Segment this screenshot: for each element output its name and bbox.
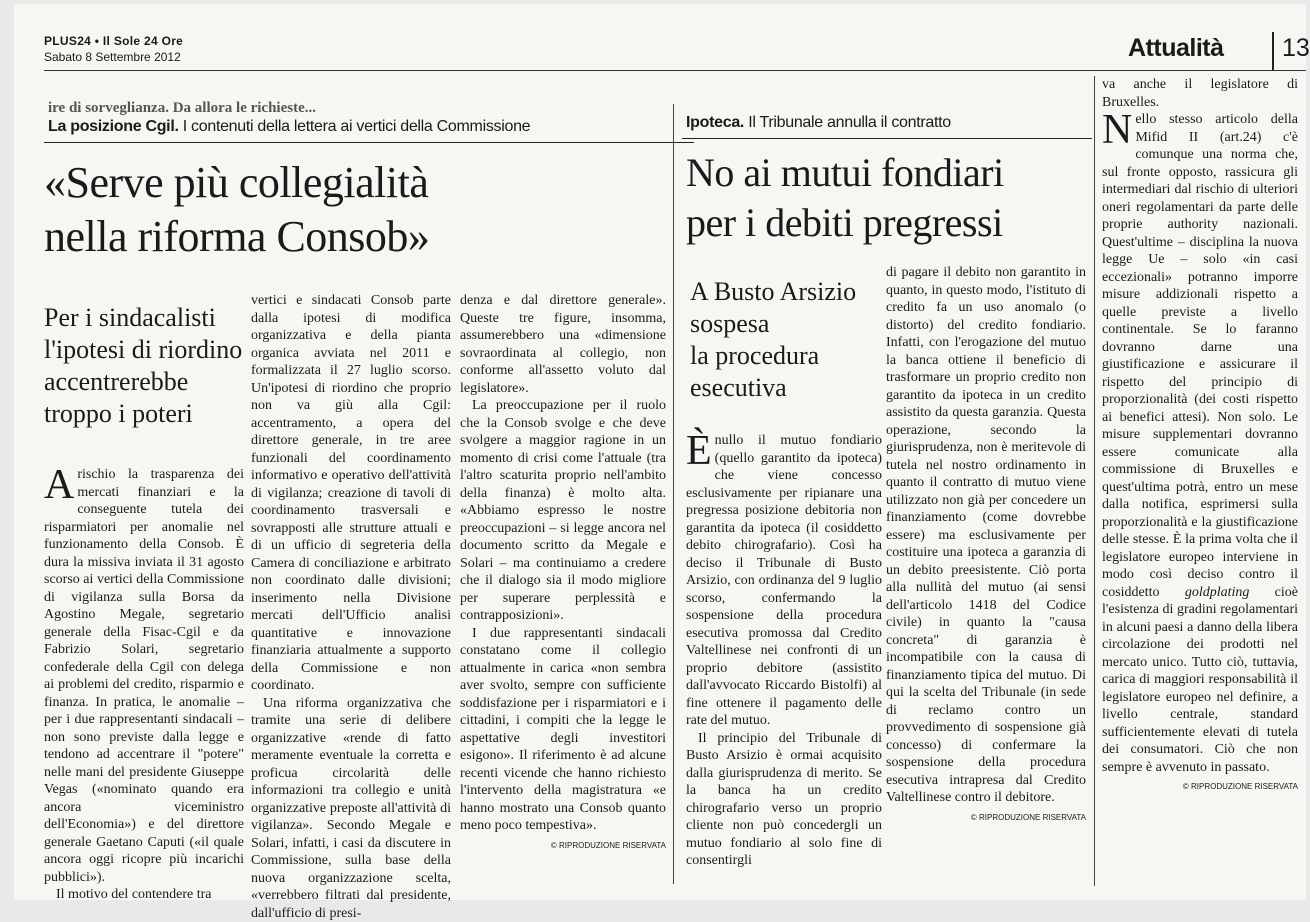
left-col1-paragraph-2: Il motivo del contendere tra [44,886,244,904]
left-subhead-line-3: accentrerebbe [44,366,242,398]
publication-date: Sabato 8 Settembre 2012 [44,50,183,64]
left-kicker-bold: La posizione Cgil. [48,118,179,135]
left-article-column-2 [251,292,451,886]
right-kicker-bold: Ipoteca. [686,114,744,131]
left-headline-line-2: nella riforma Consob» [44,210,429,264]
right-subhead-line-2: sospesa [690,308,856,340]
masthead [44,34,183,64]
far-right-paragraph-start: ello stesso articolo della Mifid II (art.24) c'è comunque una norma che, sul fronte opposto, rassicura gli intermediari dal rischio di ulteriori oneri regolamentari da parte delle proprie authority nazionali. Quest'ultime – disciplina la nuova legge Ue – solo «in casi eccezionali» potranno imporre misure addizionali rispetto a quelle previste a livello continentale. Se lo faranno dovranno darne una giustificazione e assicurare il rispetto del principio di proporzionalità (dei costi rispetto ai benefici attesi). Non solo. Le misure supplementari dovranno essere comunicate alla commissione di Bruxelles e quest'ultima potrà, entro un mese dalla notifica, esprimersi sulla proporzionalità e la giustificazione delle stesse. È la prima volta che il legislatore europeo interviene in modo così deciso contro il cosiddetto [1102,112,1298,600]
left-headline-line-1: «Serve più collegialità [44,156,429,210]
right-subhead [690,276,856,404]
left-subhead-line-2: l'ipotesi di riordino [44,334,242,366]
left-kicker [48,118,530,136]
column-divider-1 [673,104,674,884]
left-col3-paragraph-2: La preoccupazione per il ruolo che la Consob svolge e che deve svolgere a maggior ragione in un momento di crisi come l'attuale (tra l'altro scaturita proprio nell'ambito della finanza) è molto alta. «Abbiamo espresso le nostre preoccupazioni – si legge ancora nel documento scritto da Megale e Solari – ma continuiamo a credere che il dialogo sia il modo migliore per superare perplessità e contrapposizioni». [460,397,666,625]
left-subhead-line-1: Per i sindacalisti [44,302,242,334]
left-dropcap: A [44,468,74,502]
right-subhead-line-1: A Busto Arsizio [690,276,856,308]
far-right-lead: va anche il legislatore di Bruxelles. [1102,76,1298,111]
newspaper-page [14,4,1306,900]
left-copyright: © RIPRODUZIONE RISERVATA [460,837,666,855]
far-right-italic-term: goldplating [1185,585,1250,600]
left-col3-paragraph-1: denza e dal direttore generale». Queste tre figure, insomma, assumerebbero una «dimensione sovraordinata al collegio, non conforme all'assetto voluto dal legislatore». [460,292,666,397]
right-kicker-rule [682,138,1092,139]
left-article-column-1 [44,466,244,886]
right-col1-paragraph-2: Il principio del Tribunale di Busto Arsizio è ormai acquisito dalla giurisprudenza di merito. Se la banca ha un credito chirografario verso un proprio cliente non può concedergli un mutuo fondiario al solo fine di consentirgli [686,730,882,870]
right-subhead-line-4: esecutiva [690,372,856,404]
left-col3-paragraph-3: I due rappresentanti sindacali constatano come il collegio attualmente in carica «non sembra aver svolto, sempre con sufficiente soddisfazione per i risparmiatori e i cittadini, i compiti che la legge le aspettative degli investitori esigono». Il riferimento è ad alcune recenti vicende che hanno richiesto l'intervento della magistratura «e hanno mostrato una Consob quanto meno poco tempestiva». [460,625,666,835]
far-right-column [1102,76,1298,876]
masthead-rule [44,70,1306,71]
column-divider-2 [1094,76,1095,886]
right-kicker [686,114,951,132]
left-headline [44,156,429,264]
right-col1-paragraph-1: nullo il mutuo fondiario (quello garantito da ipoteca) che viene concesso esclusivamente per ripianare una pregressa posizione debitoria non garantita da ipoteca (il cosiddetto debito chirografario). Così ha deciso il Tribunale di Busto Arsizio, con ordinanza del 9 luglio scorso, confermando la sospensione della procedura esecutiva promossa dal Credito Valtellinese nei confronti di un proprio debitore (assistito dall'avvocato Riccardo Bistolfi) al fine ottenere il pagamento delle rate del mutuo. [686,433,882,728]
far-right-dropcap: N [1102,113,1132,147]
left-col2-paragraph-2: Una riforma organizzativa che tramite una serie di delibere organizzative «rende di fatto meramente eventuale la corretta e proficua circolarità delle informazioni tra collegio e unità organizzative preposte all'attività di vigilanza». Secondo Megale e Solari, infatti, i casi da discutere in Commissione, sulla base della nuova organizzazione scelta, «verrebbero filtrati dal presidente, dall'ufficio di presi- [251,695,451,922]
clipped-previous-line: ire di sorveglianza. Da allora le richieste... [48,106,288,118]
right-kicker-rest: Il Tribunale annulla il contratto [744,114,951,131]
right-headline [686,148,1004,248]
section-label: Attualità [1128,34,1224,63]
far-right-paragraph-end: cioè l'esistenza di gradini regolamentari in alcuni paesi a danno della libera circolazione dei prodotti nel mercato unico. Tutto ciò, tuttavia, carica di maggiori responsabilità il legislatore europeo nel definire, a livello centrale, standard sufficientemente elevati di tutela dei consumatori. Ciò che non sempre è avvenuto in passato. [1102,585,1298,775]
left-subhead-line-4: troppo i poteri [44,398,242,430]
right-col2-paragraph-1: di pagare il debito non garantito in quanto, in questo modo, l'istituto di credito fa un uso anomalo (o distorto) del credito fondiario. Infatti, con l'erogazione del mutuo la banca ottiene il beneficio di trasformare un proprio credito non garantito da ipoteca in un credito assistito da questa garanzia. Questa operazione, secondo la giurisprudenza, non è meritevole di tutela nel nostro ordinamento in quanto il contratto di mutuo viene utilizzato non già per concedere un finanziamento (come dovrebbe essere) ma esclusivamente per costituire una ipoteca a garanzia di un debito preesistente. Ciò porta alla nullità del mutuo (ai sensi dell'articolo 1418 del Codice civile) in quanto la "causa concreta" di garanzia è incompatibile con la causa di finanziamento tipica del mutuo. Di qui la scelta del Tribunale (in sede di reclamo contro un provvedimento di sospensione già concesso) di confermare la sospensione della procedura esecutiva intrapresa dal Credito Valtellinese contro il debitore. [886,264,1086,807]
left-col2-paragraph-1: vertici e sindacati Consob parte dalla ipotesi di modifica organizzativa e della pianta organica avviata nel 2011 e formalizzata il 27 luglio scorso. Un'ipotesi di riordino che proprio non va giù alla Cgil: accentramento, a opera del direttore generale, in tre aree funzionali del coordinamento informativo e operativo dell'attività di vigilanza; creazione di tavoli di coordinamento trasversali e sovrapposti alle strutture attuali e di un ufficio di segreteria della Camera di conciliazione e arbitrato non coordinato dalle divisioni; inserimento nella Divisione mercati dell'Ufficio analisi quantitative e innovazione finanziaria attualmente a supporto della Commissione e non coordinato. [251,292,451,695]
right-copyright: © RIPRODUZIONE RISERVATA [886,809,1086,827]
right-article-column-1 [686,432,882,892]
left-subhead [44,302,242,430]
left-article-column-3 [460,292,666,874]
page-number: 13 [1282,34,1310,63]
right-article-column-2 [886,264,1086,878]
right-dropcap: È [686,434,712,468]
left-kicker-rest: I contenuti della lettera ai vertici della Commissione [179,118,531,135]
publication-name: PLUS24 • Il Sole 24 Ore [44,34,183,48]
far-right-copyright: © RIPRODUZIONE RISERVATA [1102,778,1298,796]
right-subhead-line-3: la procedura [690,340,856,372]
left-col1-paragraph-1: rischio la trasparenza dei mercati finanziari e la conseguente tutela dei risparmiatori per anomalie nel funzionamento della Consob. È dura la missiva inviata il 31 agosto scorso ai vertici della Commissione di vigilanza sulla Borsa da Agostino Megale, segretario generale della Fisac-Cgil e da Fabrizio Solari, segretario confederale della Cgil con delega ai problemi del credito, risparmio e finanza. In pratica, le anomalie – per i due rappresentanti sindacali – non sono previste dalla legge e tendono ad accentrare il "potere" nelle mani del presidente Giuseppe Vegas («nominato quando era ancora viceministro dell'Economia») e del direttore generale Gaetano Caputi («il quale ancora oggi ricopre più incarichi pubblici»). [44,467,244,885]
page-number-divider [1272,32,1274,70]
left-kicker-rule [44,142,694,143]
right-headline-line-2: per i debiti pregressi [686,198,1004,248]
right-headline-line-1: No ai mutui fondiari [686,148,1004,198]
